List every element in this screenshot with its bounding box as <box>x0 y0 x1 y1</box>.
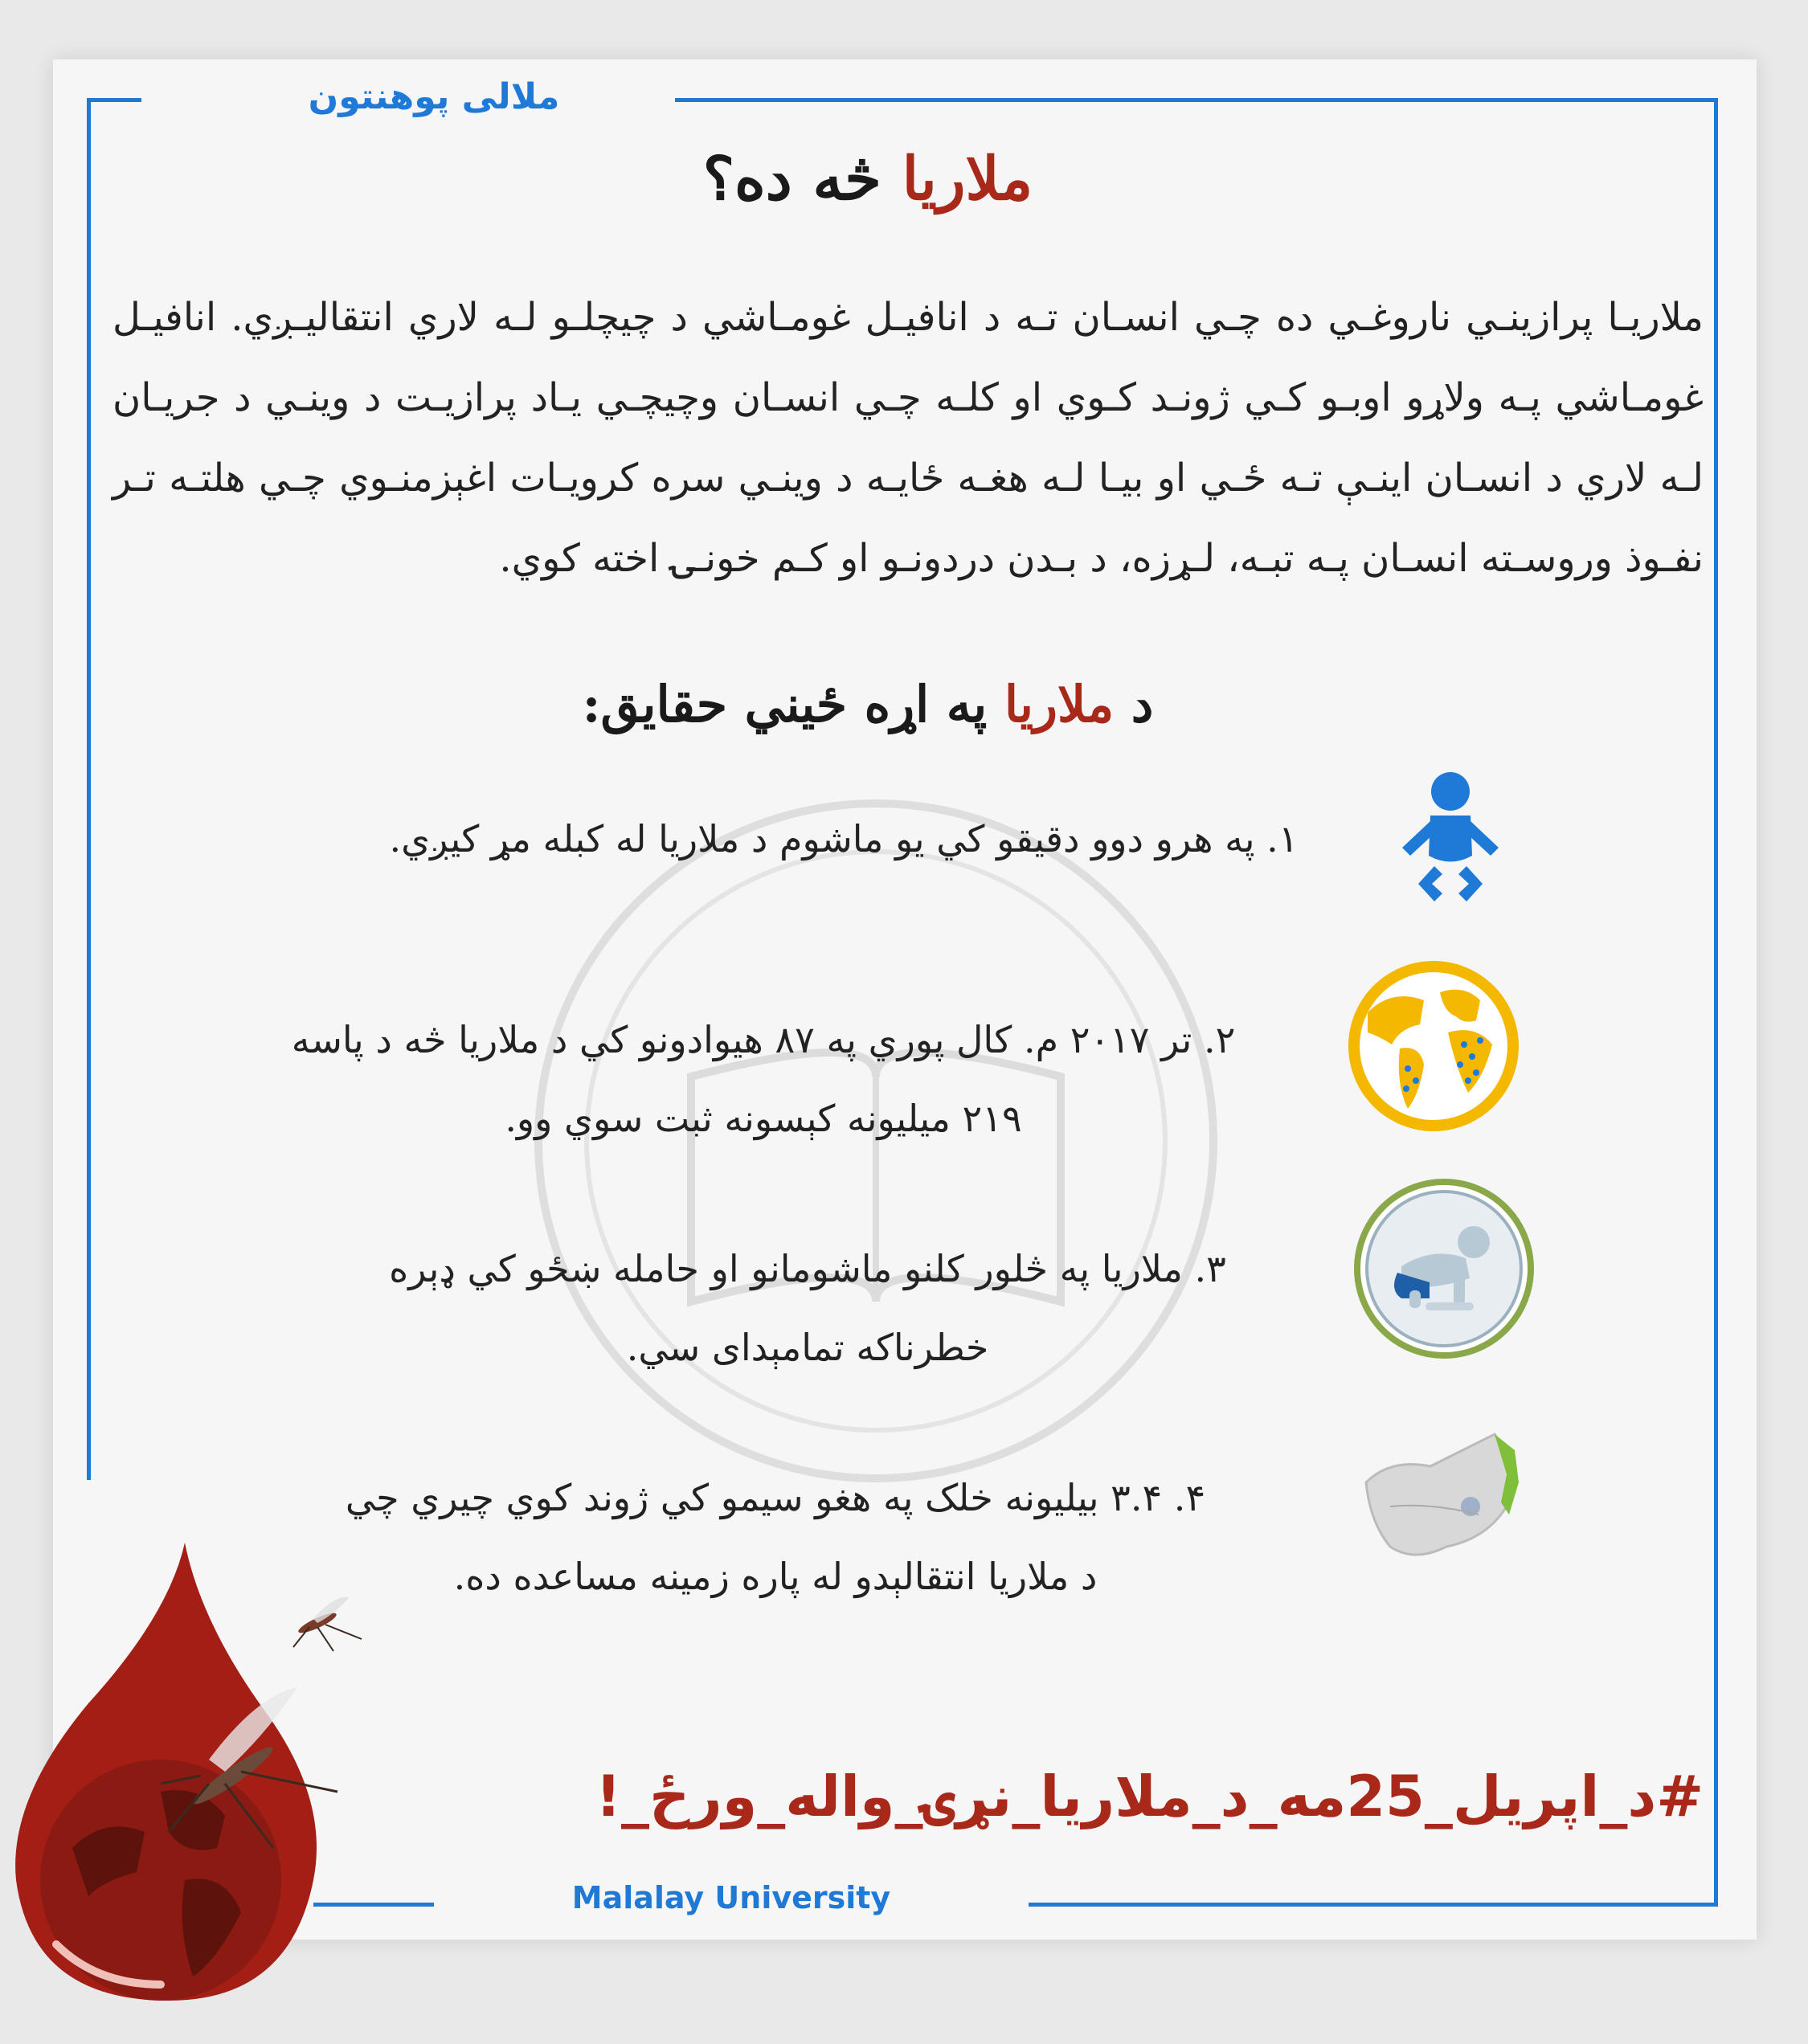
fact-2 <box>185 1000 1342 1158</box>
university-name-english: Malalay University <box>571 1880 891 1915</box>
university-name-pashto: ملالی پوهنتون <box>308 76 560 117</box>
facts-heading-part3: په اړه ځیني حقایق: <box>582 675 1004 734</box>
mosquito-icon <box>161 1663 346 1864</box>
facts-heading-part1: د <box>1114 675 1154 734</box>
frame-top-right <box>675 98 1718 102</box>
intro-paragraph: ملاریـا پرازینـي ناروغـي ده چـي انسـان تـه د انافیـل غومـاشي د چیچلـو لـه لاري انتقالیـږي. انافیـل غومـاشي پـه ولاړو اوبـو کـي ژونـد کـوي او کلـه چـي انسـان وچیچـي یـاد پرازیـت د وینـي د جریـان لـه لاري د انسـان اینـې تـه ځـي او بیـا لـه هغـه ځایـه د وینـي سره کرویـات اغېزمنـوي چـي هلتـه تـر نفـوذ وروسـته انسـان پـه تبـه، لـړزه، د بـدن دردونـو او کـم خونـۍ اخته کوي. <box>112 295 1704 581</box>
page-title <box>402 145 1334 214</box>
crawling-baby-icon <box>1353 1178 1535 1359</box>
fact-3 <box>265 1229 1350 1387</box>
fact-4-line1: ۴. ۳.۴ بیلیونه خلک په هغو سیمو کي ژوند کوي چیري چي <box>345 1476 1206 1519</box>
fact-2-line1: ۲. تر ۲۰۱۷ م. کال پوري په ۸۷ هیوادونو کي د ملاریا څه د پاسه <box>291 1018 1236 1061</box>
frame-top-left <box>88 98 141 102</box>
facts-heading <box>450 675 1286 734</box>
facts-heading-keyword: ملاریا <box>1004 675 1115 734</box>
map-icon <box>1358 1426 1527 1571</box>
fact-2-line2: ۲۱۹ میلیونه کېسونه ثبت سوي وو. <box>505 1097 1022 1140</box>
fact-4-line2: د ملاریا انتقالېدو له پاره زمینه مساعده ده. <box>453 1555 1098 1598</box>
frame-left <box>87 98 91 1480</box>
fact-1 <box>305 799 1382 878</box>
fact-3-line2: خطرناکه تمامېدای سي. <box>626 1326 989 1369</box>
hashtag: #د_اپریل_25مه_د_ملاریا_نړۍ_واله_ورځ_! <box>595 1764 1704 1829</box>
fact-1-text: ۱. په هرو دوو دقیقو کي یو ماشوم د ملاریا له کبله مړ کیږي. <box>389 817 1299 861</box>
title-rest: څه ده؟ <box>702 145 902 214</box>
small-mosquito-icon <box>285 1591 366 1655</box>
frame-right <box>1714 98 1718 1906</box>
frame-bottom-right <box>1029 1903 1718 1907</box>
title-keyword: ملاریا <box>902 145 1033 214</box>
globe-icon <box>1344 956 1524 1136</box>
fact-3-line1: ۳. ملاریا په څلور کلنو ماشومانو او حامله ښځو کي ډېره <box>389 1247 1226 1290</box>
fact-4 <box>209 1458 1342 1616</box>
baby-icon <box>1398 771 1503 908</box>
